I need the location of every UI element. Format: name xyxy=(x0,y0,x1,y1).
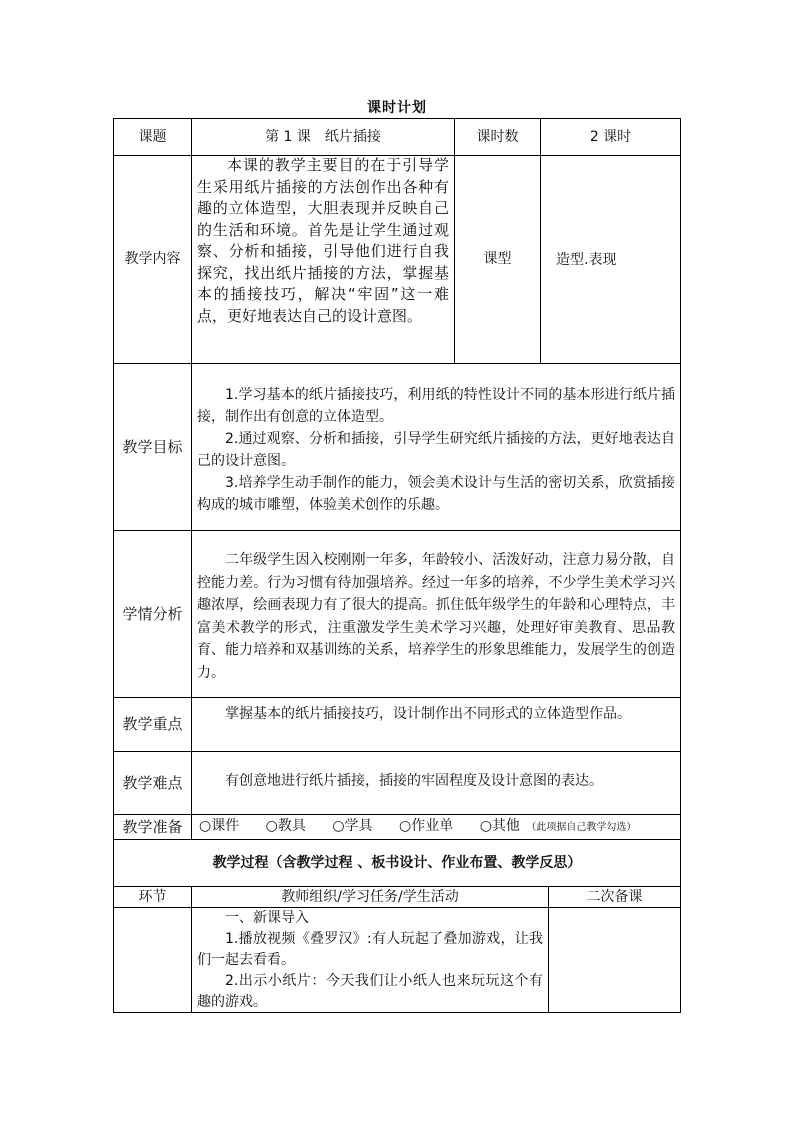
prep-note: （此项据自己教学勾选） xyxy=(526,822,637,833)
prep-option-other[interactable]: ○其他 xyxy=(479,818,520,834)
topic-value: 第 1 课 纸片插接 xyxy=(265,128,381,145)
process-line: 一、新课导入 xyxy=(225,910,309,926)
type-value: 造型.表现 xyxy=(556,252,617,268)
hours-value: 2 课时 xyxy=(589,128,632,145)
analysis-label: 学情分析 xyxy=(122,604,183,623)
hours-label: 课时数 xyxy=(476,128,519,145)
process-col-notes: 二次备课 xyxy=(586,888,643,905)
goal-item: 2.通过观察、分析和插接，引导学生研究纸片插接的方法，更好地表达自己的设计意图。 xyxy=(197,431,675,469)
prep-option-courseware[interactable]: ○课件 xyxy=(199,818,240,834)
key-point-label: 教学重点 xyxy=(122,715,183,733)
key-point-text: 掌握基本的纸片插接技巧，设计制作出不同形式的立体造型作品。 xyxy=(225,706,631,722)
prep-option-teaching-aids[interactable]: ○教具 xyxy=(265,818,306,834)
goals-list xyxy=(197,384,675,516)
process-col-stage: 环节 xyxy=(138,888,167,905)
table-rule xyxy=(113,530,681,531)
content-text: 本课的教学主要目的在于引导学生采用纸片插接的方法创作出各种有趣的立体造型，大胆表现并反映自己的生活和环境。首先是让学生通过观察、分析和插接，引导他们进行自我探究，找出纸片插接的方法，掌握基本的插接技巧，解决“牢固”这一难点，更好地表达自己的设计意图。 xyxy=(197,156,449,325)
goal-item: 3.培养学生动手制作的能力，领会美术设计与生活的密切关系，欣赏插接构成的城市雕塑，体验美术创作的乐趣。 xyxy=(197,475,675,513)
page-title: 课时计划 xyxy=(367,100,427,116)
table-rule xyxy=(191,118,192,839)
prep-option-worksheet[interactable]: ○作业单 xyxy=(399,818,454,834)
difficulty-label: 教学难点 xyxy=(122,773,183,792)
process-heading: 教学过程（含教学过程 、板书设计、作业布置、教学反思） xyxy=(212,854,582,871)
process-line: 2.出示小纸片：今天我们让小纸人也来玩玩这个有趣的游戏。 xyxy=(197,973,543,1010)
prep-label: 教学准备 xyxy=(122,817,183,836)
content-label: 教学内容 xyxy=(124,251,181,267)
prep-option-learning-tools[interactable]: ○学具 xyxy=(332,818,373,834)
table-rule xyxy=(113,751,681,752)
table-rule xyxy=(113,814,681,815)
type-label: 课型 xyxy=(483,251,512,267)
table-rule xyxy=(113,697,681,698)
goal-item: 1.学习基本的纸片插接技巧，利用纸的特性设计不同的基本形进行纸片插接，制作出有创意的立体造型。 xyxy=(197,387,675,425)
prep-options xyxy=(199,816,679,838)
table-rule xyxy=(680,118,681,1012)
process-col-activity: 教师组织/学习任务/学生活动 xyxy=(281,888,459,905)
table-rule xyxy=(113,363,681,364)
topic-label: 课题 xyxy=(138,128,167,145)
difficulty-text: 有创意地进行纸片插接，插接的牢固程度及设计意图的表达。 xyxy=(225,773,603,789)
analysis-text: 二年级学生因入校刚刚一年多，年龄较小、活泼好动，注意力易分散，自控能力差。行为习惯有待加强培养。经过一年多的培养，不少学生美术学习兴趣浓厚，绘画表现力有了很大的提高。抓住低年级学生的年龄和心理特点，丰富美术教学的形式，注重激发学生美术学习兴趣，处理好审美教育、思品教育、能力培养和双基训练的关系，培养学生的形象思维能力，发展学生的创造力。 xyxy=(197,552,675,681)
process-activity xyxy=(197,908,543,1013)
goals-label: 教学目标 xyxy=(122,437,183,456)
process-line: 1.播放视频《叠罗汉》:有人玩起了叠加游戏，让我们一起去看看。 xyxy=(197,931,543,968)
